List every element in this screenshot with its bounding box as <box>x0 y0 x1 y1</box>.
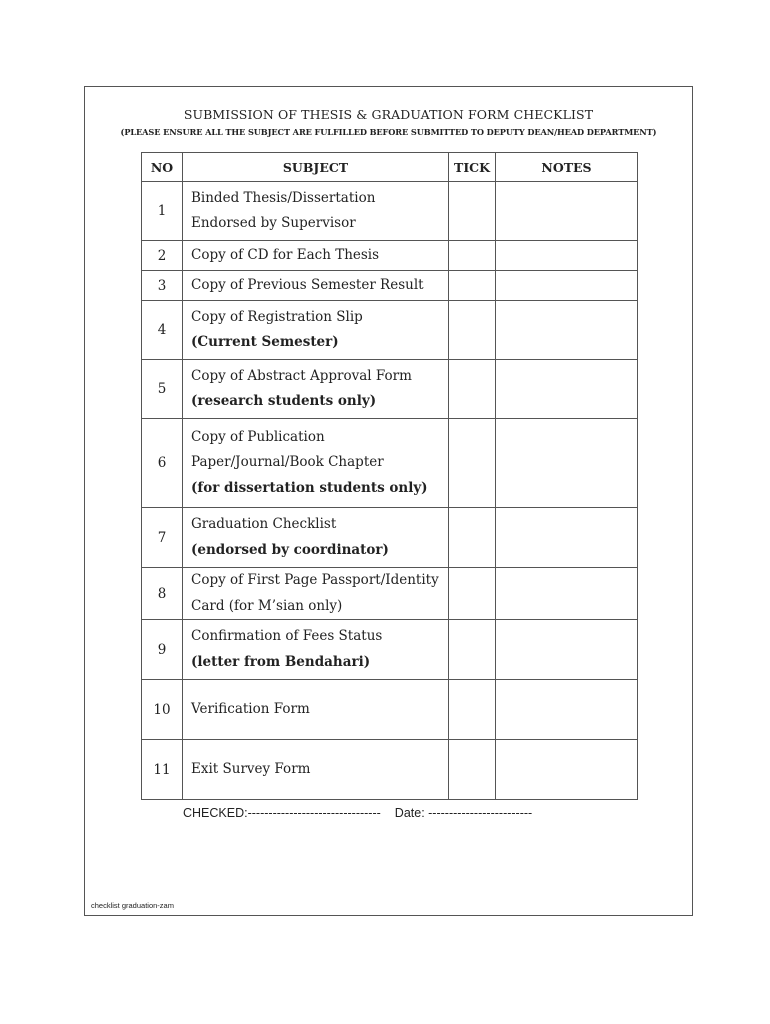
checked-label: CHECKED:-------------------------------- <box>183 806 381 820</box>
table-row <box>142 508 638 568</box>
table-row <box>142 740 638 800</box>
row-subject <box>183 182 449 241</box>
row-number: 3 <box>142 271 183 301</box>
table-row <box>142 568 638 620</box>
notes-cell[interactable] <box>496 680 638 740</box>
row-subject <box>183 360 449 419</box>
subject-note: (research students only) <box>191 393 377 409</box>
footer-note: checklist graduation-zam <box>91 901 174 910</box>
header-no: NO <box>142 153 183 182</box>
row-number: 7 <box>142 508 183 568</box>
tick-cell[interactable] <box>449 241 496 271</box>
notes-cell[interactable] <box>496 740 638 800</box>
subject-note: (for dissertation students only) <box>191 479 428 496</box>
subject-text: Copy of Publication Paper/Journal/Book Chapter <box>191 428 384 471</box>
table-row <box>142 620 638 680</box>
tick-cell[interactable] <box>449 680 496 740</box>
tick-cell[interactable] <box>449 271 496 301</box>
notes-cell[interactable] <box>496 301 638 360</box>
subject-text: Copy of Abstract Approval Form <box>191 367 412 384</box>
row-subject <box>183 508 449 568</box>
tick-cell[interactable] <box>449 568 496 620</box>
header-subject: SUBJECT <box>183 153 449 182</box>
row-subject <box>183 568 449 620</box>
subject-note: (letter from Bendahari) <box>191 653 371 670</box>
tick-cell[interactable] <box>449 182 496 241</box>
subject-text: Copy of CD for Each Thesis <box>191 246 380 263</box>
table-row <box>142 419 638 508</box>
checked-signature-line <box>183 806 532 820</box>
notes-cell[interactable] <box>496 419 638 508</box>
subject-text: Copy of Registration Slip <box>191 308 363 325</box>
table-row <box>142 680 638 740</box>
tick-cell[interactable] <box>449 360 496 419</box>
tick-cell[interactable] <box>449 740 496 800</box>
row-subject <box>183 301 449 360</box>
header-notes: NOTES <box>496 153 638 182</box>
form-title: SUBMISSION OF THESIS & GRADUATION FORM CHECKLIST <box>183 107 594 122</box>
form-instruction: (PLEASE ENSURE ALL THE SUBJECT ARE FULFILLED BEFORE SUBMITTED TO DEPUTY DEAN/HEAD DEPARTMENT) <box>120 127 657 137</box>
date-label: Date: ------------------------- <box>394 806 533 820</box>
row-number: 5 <box>142 360 183 419</box>
notes-cell[interactable] <box>496 620 638 680</box>
row-number: 10 <box>142 680 183 740</box>
subject-text: Copy of First Page Passport/Identity Card (for M’sian only) <box>191 572 439 614</box>
row-subject <box>183 419 449 508</box>
notes-cell[interactable] <box>496 568 638 620</box>
row-number: 2 <box>142 241 183 271</box>
row-number: 1 <box>142 182 183 241</box>
subject-text: Exit Survey Form <box>191 760 311 777</box>
subject-text: Graduation Checklist <box>191 516 337 532</box>
table-row <box>142 182 638 241</box>
row-number: 8 <box>142 568 183 620</box>
row-subject <box>183 620 449 680</box>
notes-cell[interactable] <box>496 271 638 301</box>
row-number: 11 <box>142 740 183 800</box>
subject-note: (Current Semester) <box>191 334 339 350</box>
table-header-row <box>142 153 638 182</box>
row-subject <box>183 241 449 271</box>
subject-text: Copy of Previous Semester Result <box>191 276 424 293</box>
row-number: 9 <box>142 620 183 680</box>
checklist-table <box>141 152 638 800</box>
header-tick: TICK <box>449 153 496 182</box>
subject-text: Verification Form <box>191 700 310 717</box>
row-subject <box>183 680 449 740</box>
row-number: 6 <box>142 419 183 508</box>
notes-cell[interactable] <box>496 360 638 419</box>
table-row <box>142 271 638 301</box>
subject-note: (endorsed by coordinator) <box>191 541 389 558</box>
row-number: 4 <box>142 301 183 360</box>
notes-cell[interactable] <box>496 182 638 241</box>
tick-cell[interactable] <box>449 419 496 508</box>
notes-cell[interactable] <box>496 241 638 271</box>
row-subject <box>183 740 449 800</box>
table-row <box>142 241 638 271</box>
row-subject <box>183 271 449 301</box>
tick-cell[interactable] <box>449 620 496 680</box>
table-row <box>142 360 638 419</box>
subject-text: Binded Thesis/Dissertation Endorsed by Supervisor <box>191 189 376 231</box>
tick-cell[interactable] <box>449 508 496 568</box>
tick-cell[interactable] <box>449 301 496 360</box>
subject-text: Confirmation of Fees Status <box>191 628 383 644</box>
notes-cell[interactable] <box>496 508 638 568</box>
table-row <box>142 301 638 360</box>
